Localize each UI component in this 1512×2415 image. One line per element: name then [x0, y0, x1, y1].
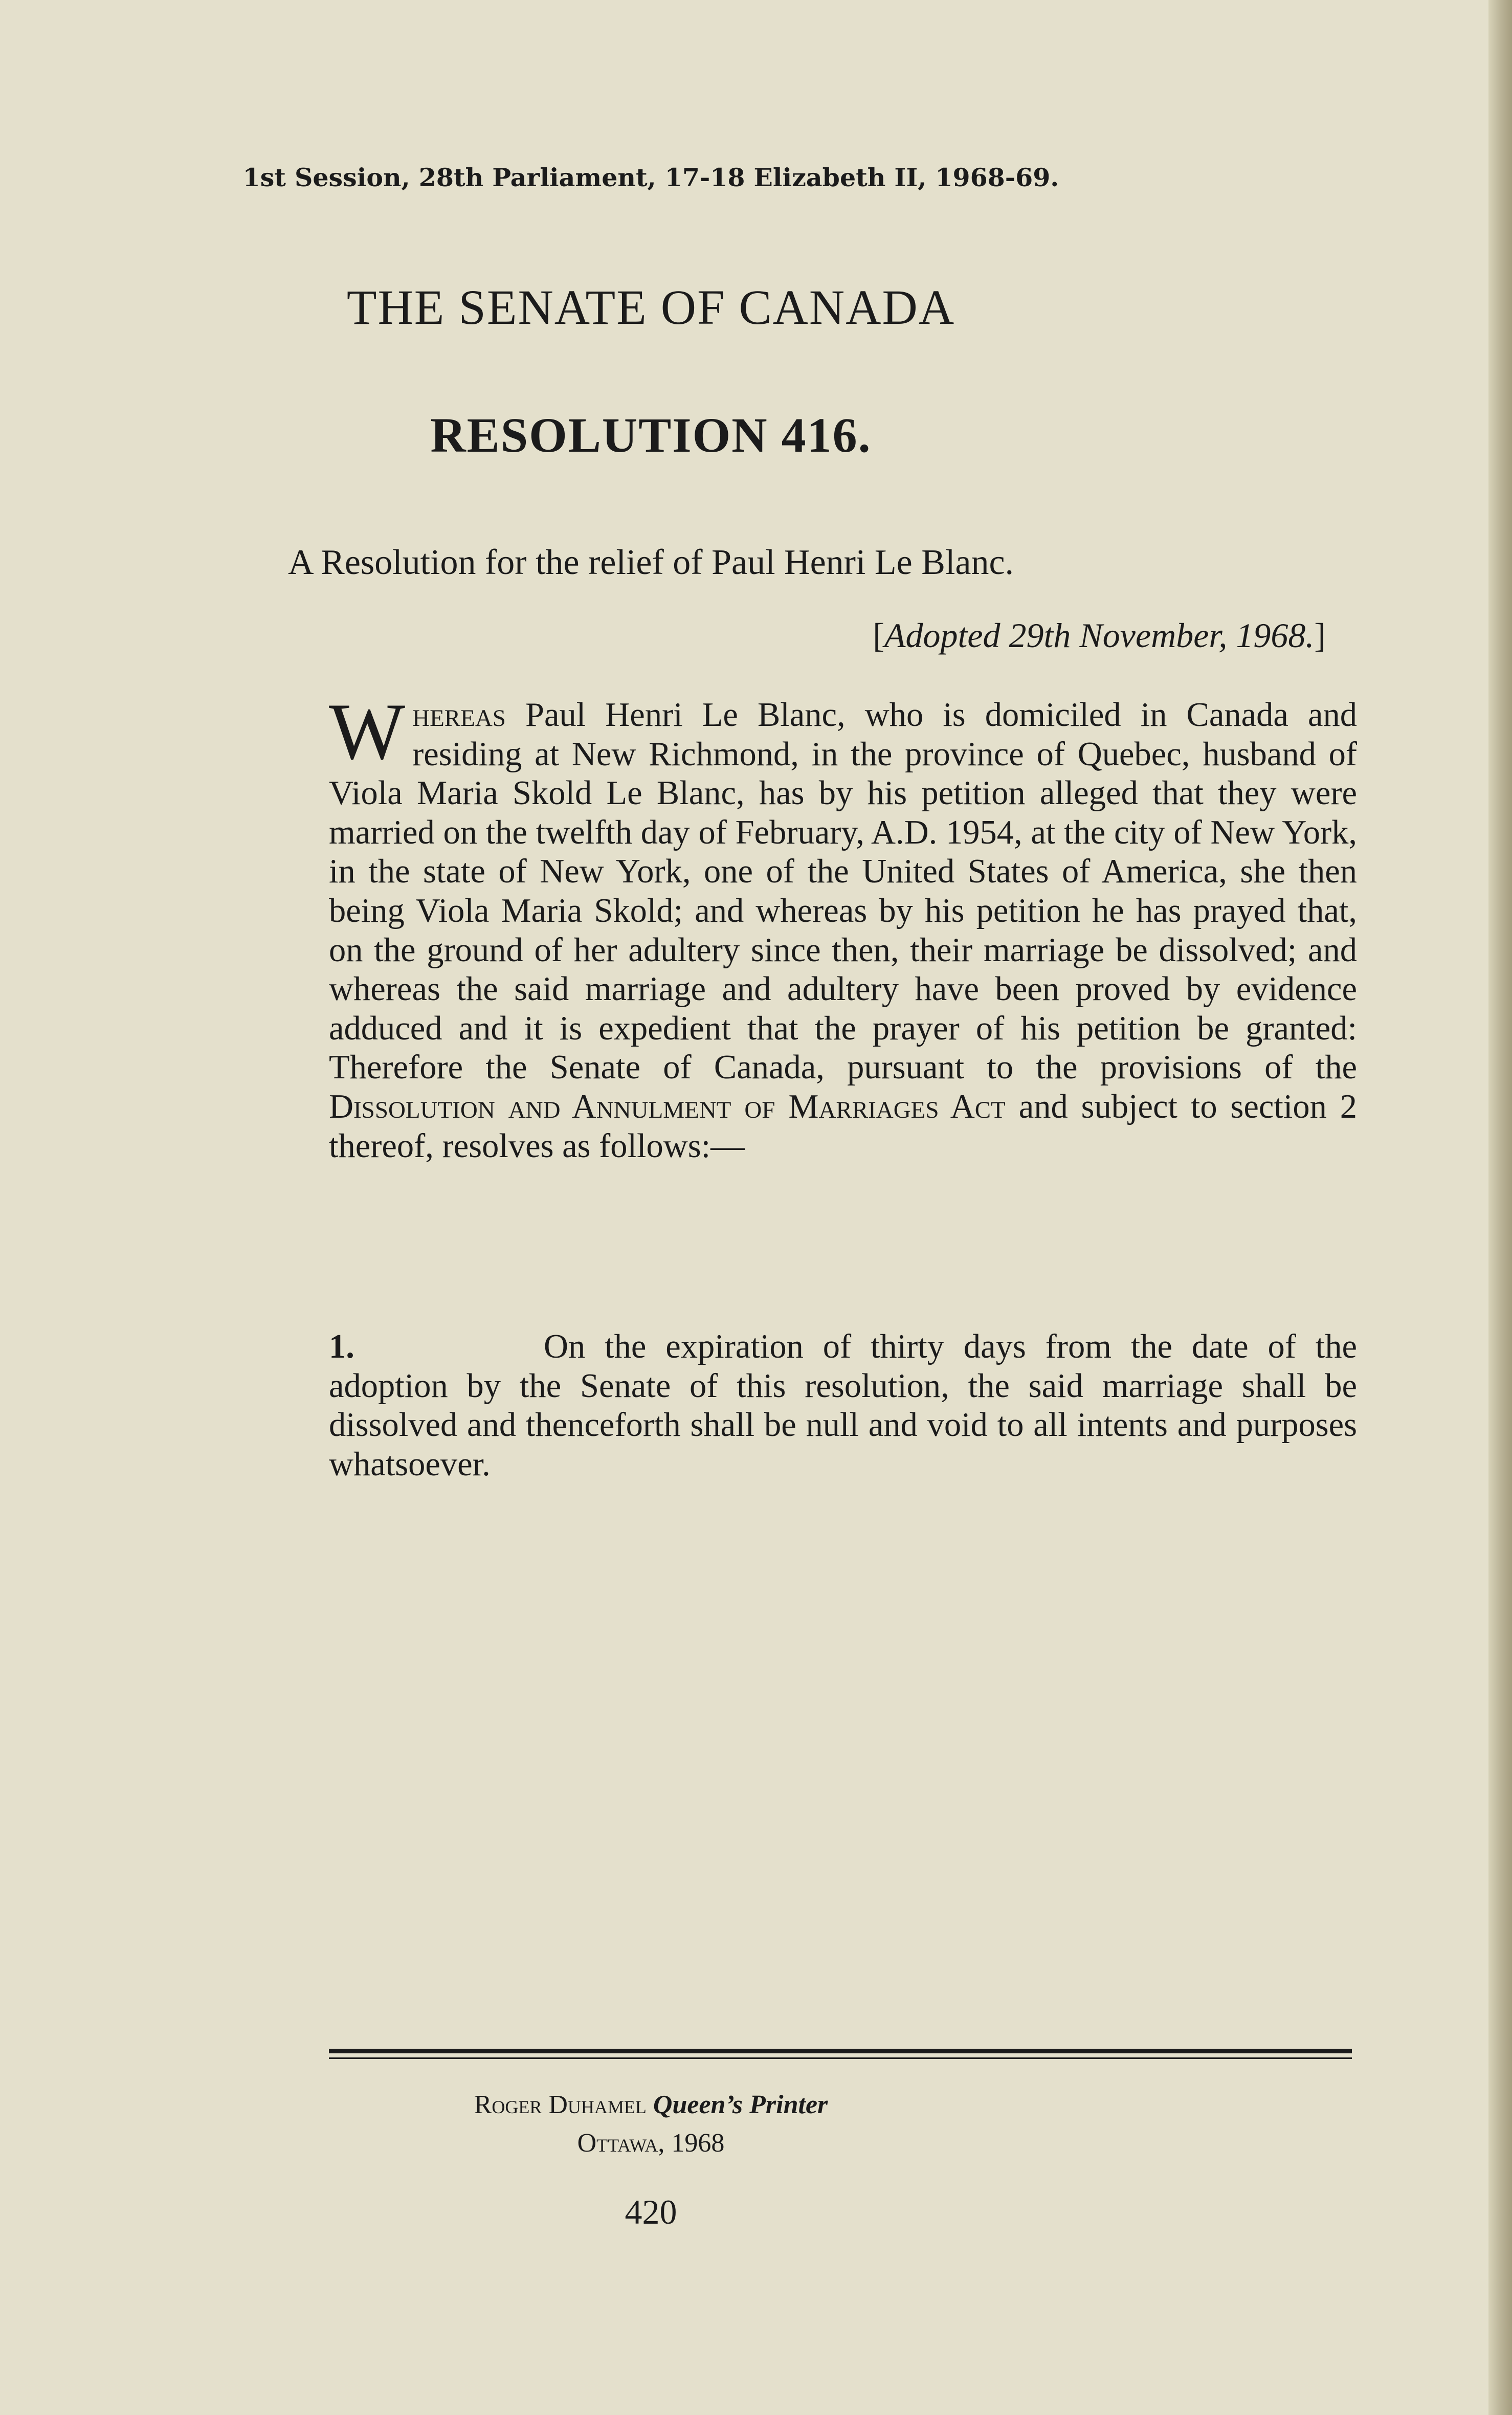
preamble-text-2: and subject to section 2 thereof, resolves as follows:— — [329, 1088, 1357, 1165]
printer-name: Roger Duhamel — [474, 2090, 647, 2119]
page-edge — [1488, 0, 1512, 2415]
adopted-open-bracket: [ — [873, 616, 884, 655]
footer-rule-thin — [329, 2057, 1352, 2059]
preamble-lead-word: hereas — [412, 696, 506, 734]
act-name: Dissolution and Annulment of Marriages Act — [329, 1088, 1006, 1125]
printer-title: Queen’s Printer — [653, 2090, 828, 2119]
adopted-text: Adopted 29th November, 1968. — [884, 616, 1315, 655]
adopted-close-bracket: ] — [1314, 616, 1326, 655]
printer-line — [0, 2090, 1302, 2120]
session-line: 1st Session, 28th Parliament, 17-18 Elizabeth II, 1968-69. — [242, 163, 1059, 192]
preamble-paragraph — [329, 687, 1357, 1166]
resolution-title: RESOLUTION 416. — [430, 408, 872, 462]
adopted-date — [873, 615, 1326, 656]
section-number: 1. — [329, 1328, 354, 1365]
section-text: On the expiration of thirty days from the date of the adoption by the Senate of this resolution, the said marriage shall be dissolved and thenceforth shall be null and void to all intents and purposes whatsoever. — [329, 1328, 1357, 1483]
preamble-text-1: Paul Henri Le Blanc, who is domiciled in Canada and residing at New Richmond, in the province of Quebec, husband of Viola Maria Skold Le Blanc, has by his petition alleged that they were married on the twelfth day of February, A.D. 1954, at the city of New York, in the state of New York, one of the United States of America, she then being Viola Maria Skold; and whereas by his petition he has prayed that, on the ground of her adultery since then, their marriage be dissolved; and whereas the said marriage and adultery have been proved by evidence adduced and it is expedient that the prayer of his petition be granted: Therefore the Senate of Canada, pursuant to the provisions of the — [329, 696, 1357, 1087]
section-1 — [329, 1327, 1357, 1484]
city-year: Ottawa, 1968 — [577, 2129, 725, 2158]
page-number: 420 — [625, 2192, 677, 2231]
senate-title: THE SENATE OF CANADA — [346, 280, 955, 335]
footer-rule-thick — [329, 2049, 1352, 2053]
resolution-subtitle: A Resolution for the relief of Paul Henri Le Blanc. — [287, 543, 1014, 582]
drop-cap: W — [329, 687, 406, 777]
